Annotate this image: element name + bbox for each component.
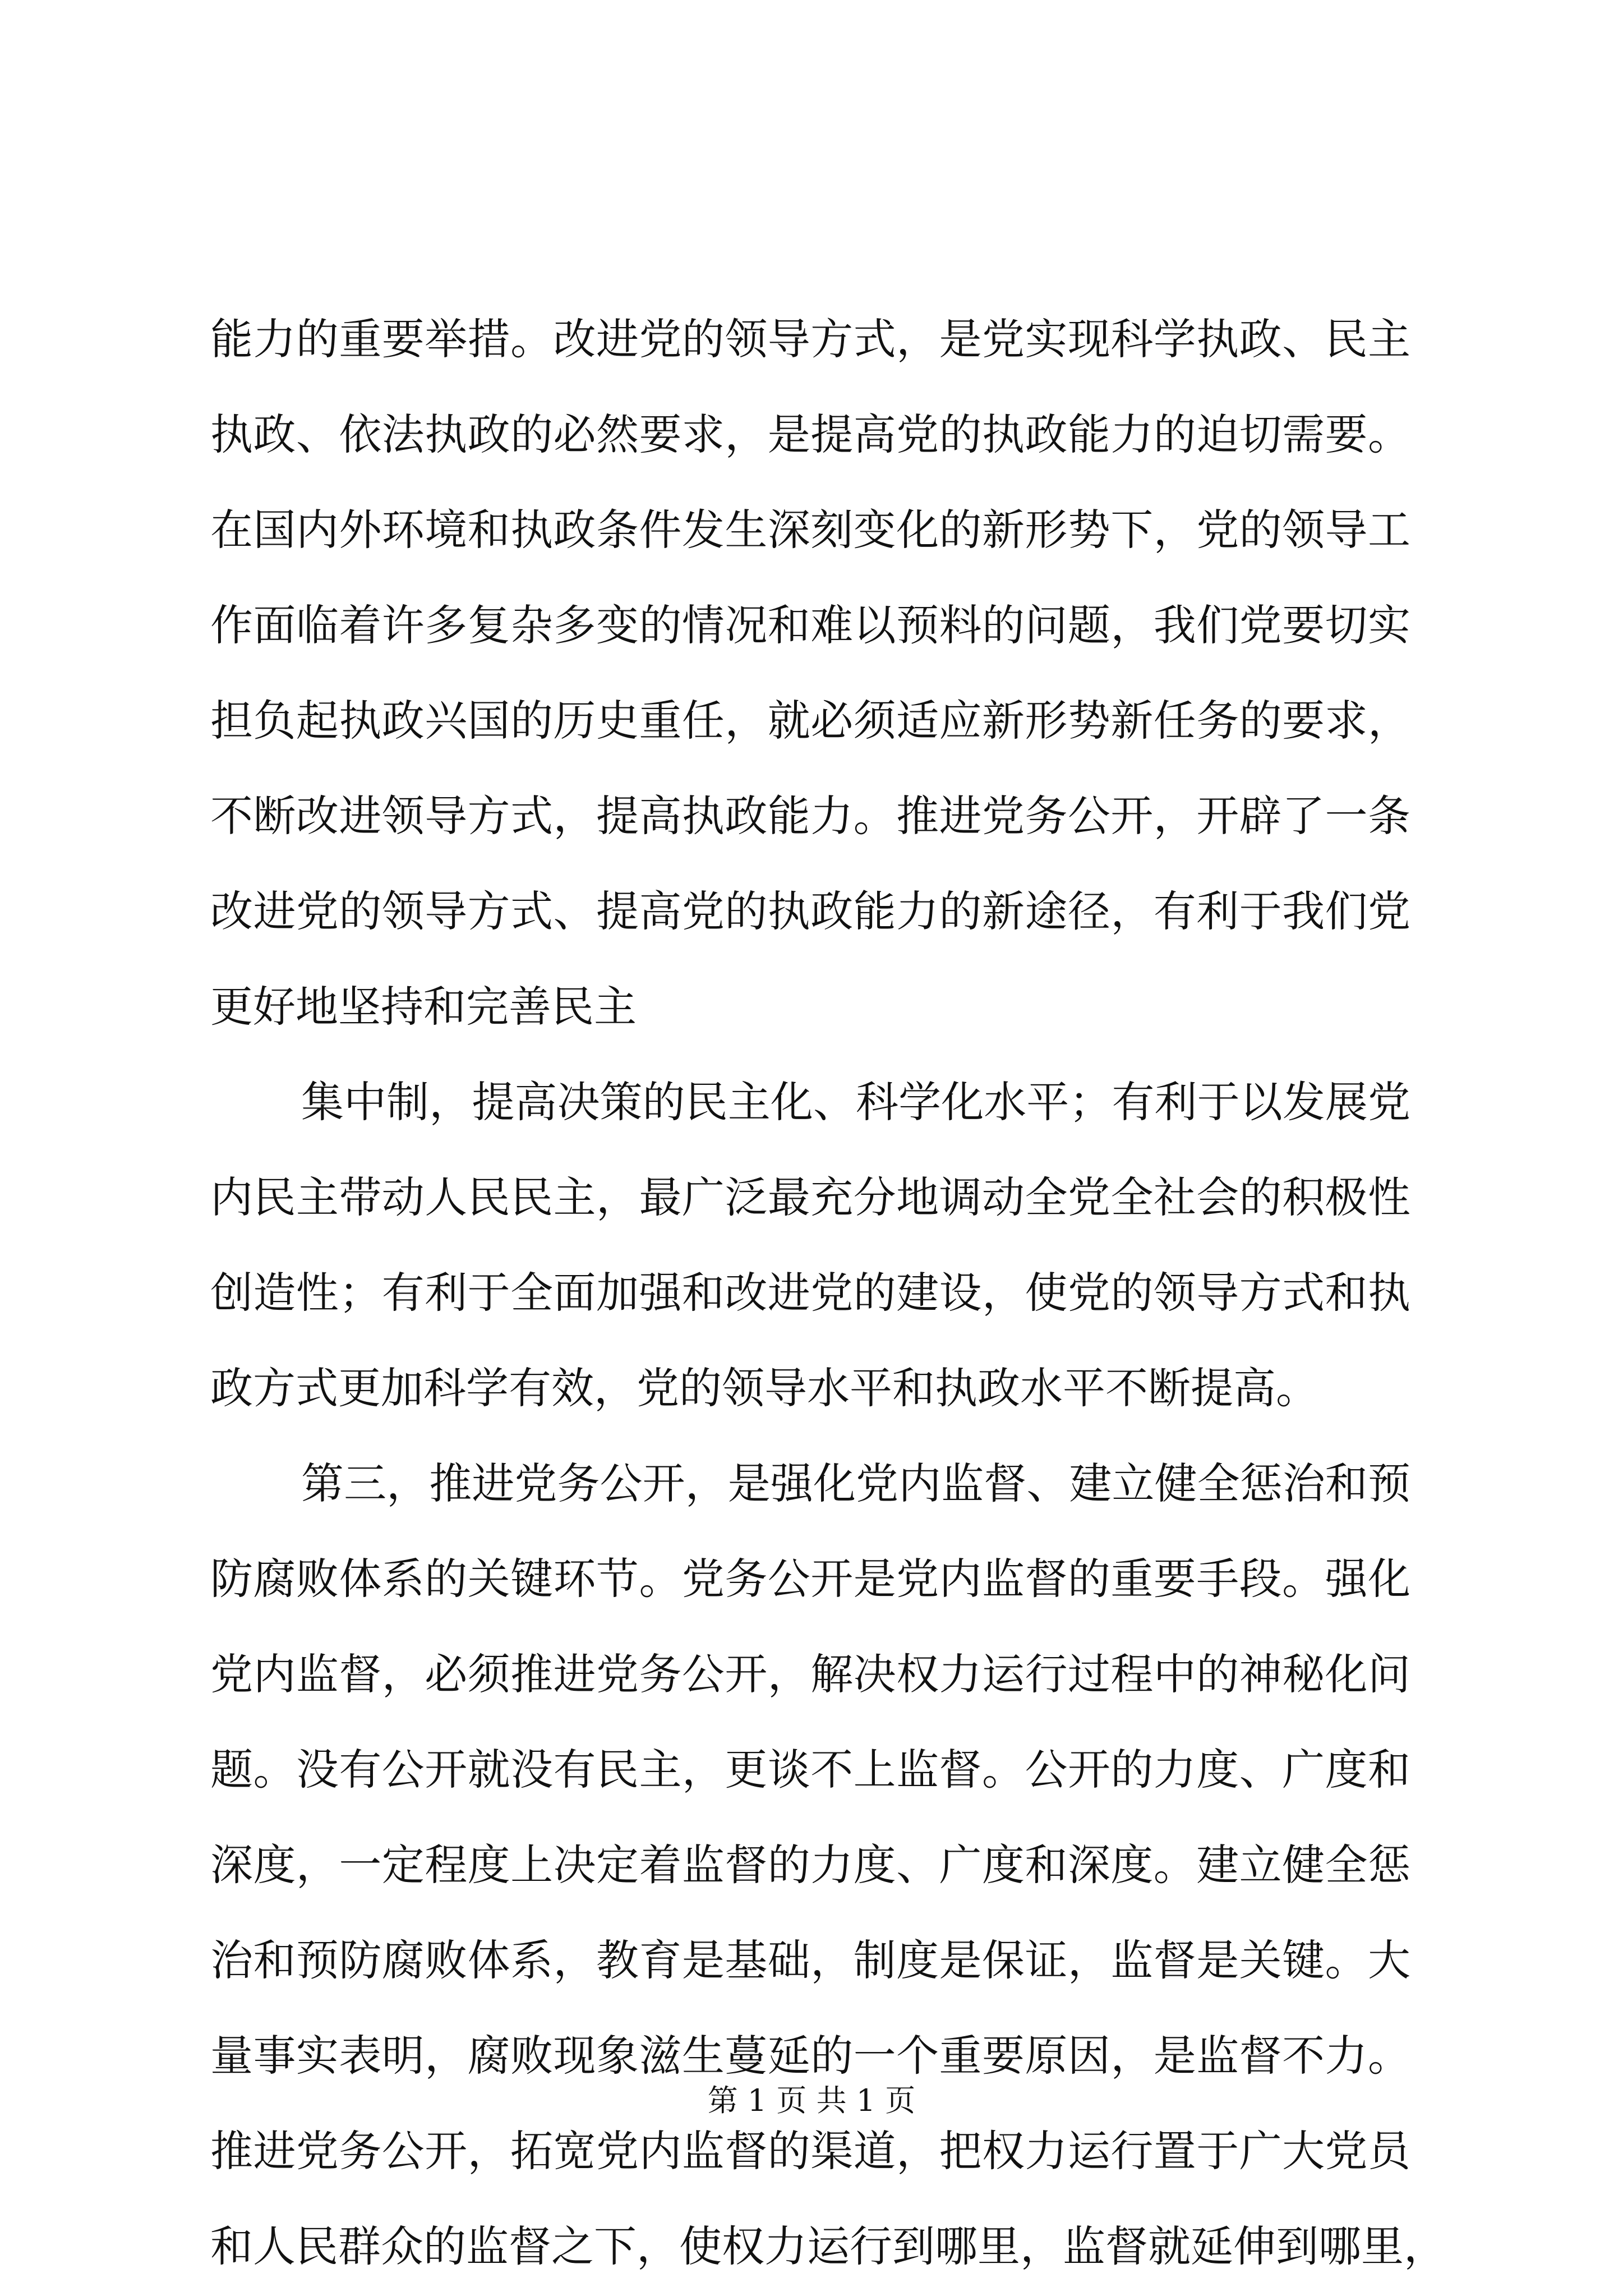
text-line: 第三，推进党务公开，是强化党内监督、建立健全惩治和预 bbox=[301, 1458, 1410, 1508]
text-line: 量事实表明，腐败现象滋生蔓延的一个重要原因，是监督不力。 bbox=[210, 2031, 1410, 2081]
page-footer: 第 1 页 共 1 页 bbox=[707, 2083, 916, 2118]
text-line: 集中制，提高决策的民主化、科学化水平；有利于以发展党 bbox=[301, 1077, 1410, 1127]
text-line: 作面临着许多复杂多变的情况和难以预料的问题，我们党要切实 bbox=[210, 600, 1410, 650]
text-line: 能力的重要举措。改进党的领导方式，是党实现科学执政、民主 bbox=[210, 314, 1410, 364]
text-line: 和人民群众的监督之下，使权力运行到哪里，监督就延伸到哪里， bbox=[210, 2221, 1446, 2271]
text-line: 执政、依法执政的必然要求，是提高党的执政能力的迫切需要。 bbox=[210, 409, 1410, 459]
text-line: 深度，一定程度上决定着监督的力度、广度和深度。建立健全惩 bbox=[210, 1840, 1410, 1890]
text-line: 防腐败体系的关键环节。党务公开是党内监督的重要手段。强化 bbox=[210, 1554, 1410, 1604]
text-line: 在国内外环境和执政条件发生深刻变化的新形势下，党的领导工 bbox=[210, 505, 1410, 555]
text-line: 政方式更加科学有效，党的领导水平和执政水平不断提高。 bbox=[210, 1363, 1318, 1413]
text-line: 改进党的领导方式、提高党的执政能力的新途径，有利于我们党 bbox=[210, 886, 1410, 936]
text-line: 治和预防腐败体系，教育是基础，制度是保证，监督是关键。大 bbox=[210, 1935, 1410, 1985]
text-line: 题。没有公开就没有民主，更谈不上监督。公开的力度、广度和 bbox=[210, 1745, 1410, 1795]
text-line: 更好地坚持和完善民主 bbox=[210, 982, 637, 1032]
body-text bbox=[210, 292, 1446, 2294]
text-line: 不断改进领导方式，提高执政能力。推进党务公开，开辟了一条 bbox=[210, 791, 1410, 841]
text-line: 内民主带动人民民主，最广泛最充分地调动全党全社会的积极性 bbox=[210, 1172, 1410, 1222]
text-line: 推进党务公开，拓宽党内监督的渠道，把权力运行置于广大党员 bbox=[210, 2126, 1410, 2176]
text-line: 党内监督，必须推进党务公开，解决权力运行过程中的神秘化问 bbox=[210, 1649, 1410, 1699]
text-line: 创造性；有利于全面加强和改进党的建设，使党的领导方式和执 bbox=[210, 1268, 1410, 1318]
text-line: 担负起执政兴国的历史重任，就必须适应新形势新任务的要求， bbox=[210, 696, 1410, 746]
